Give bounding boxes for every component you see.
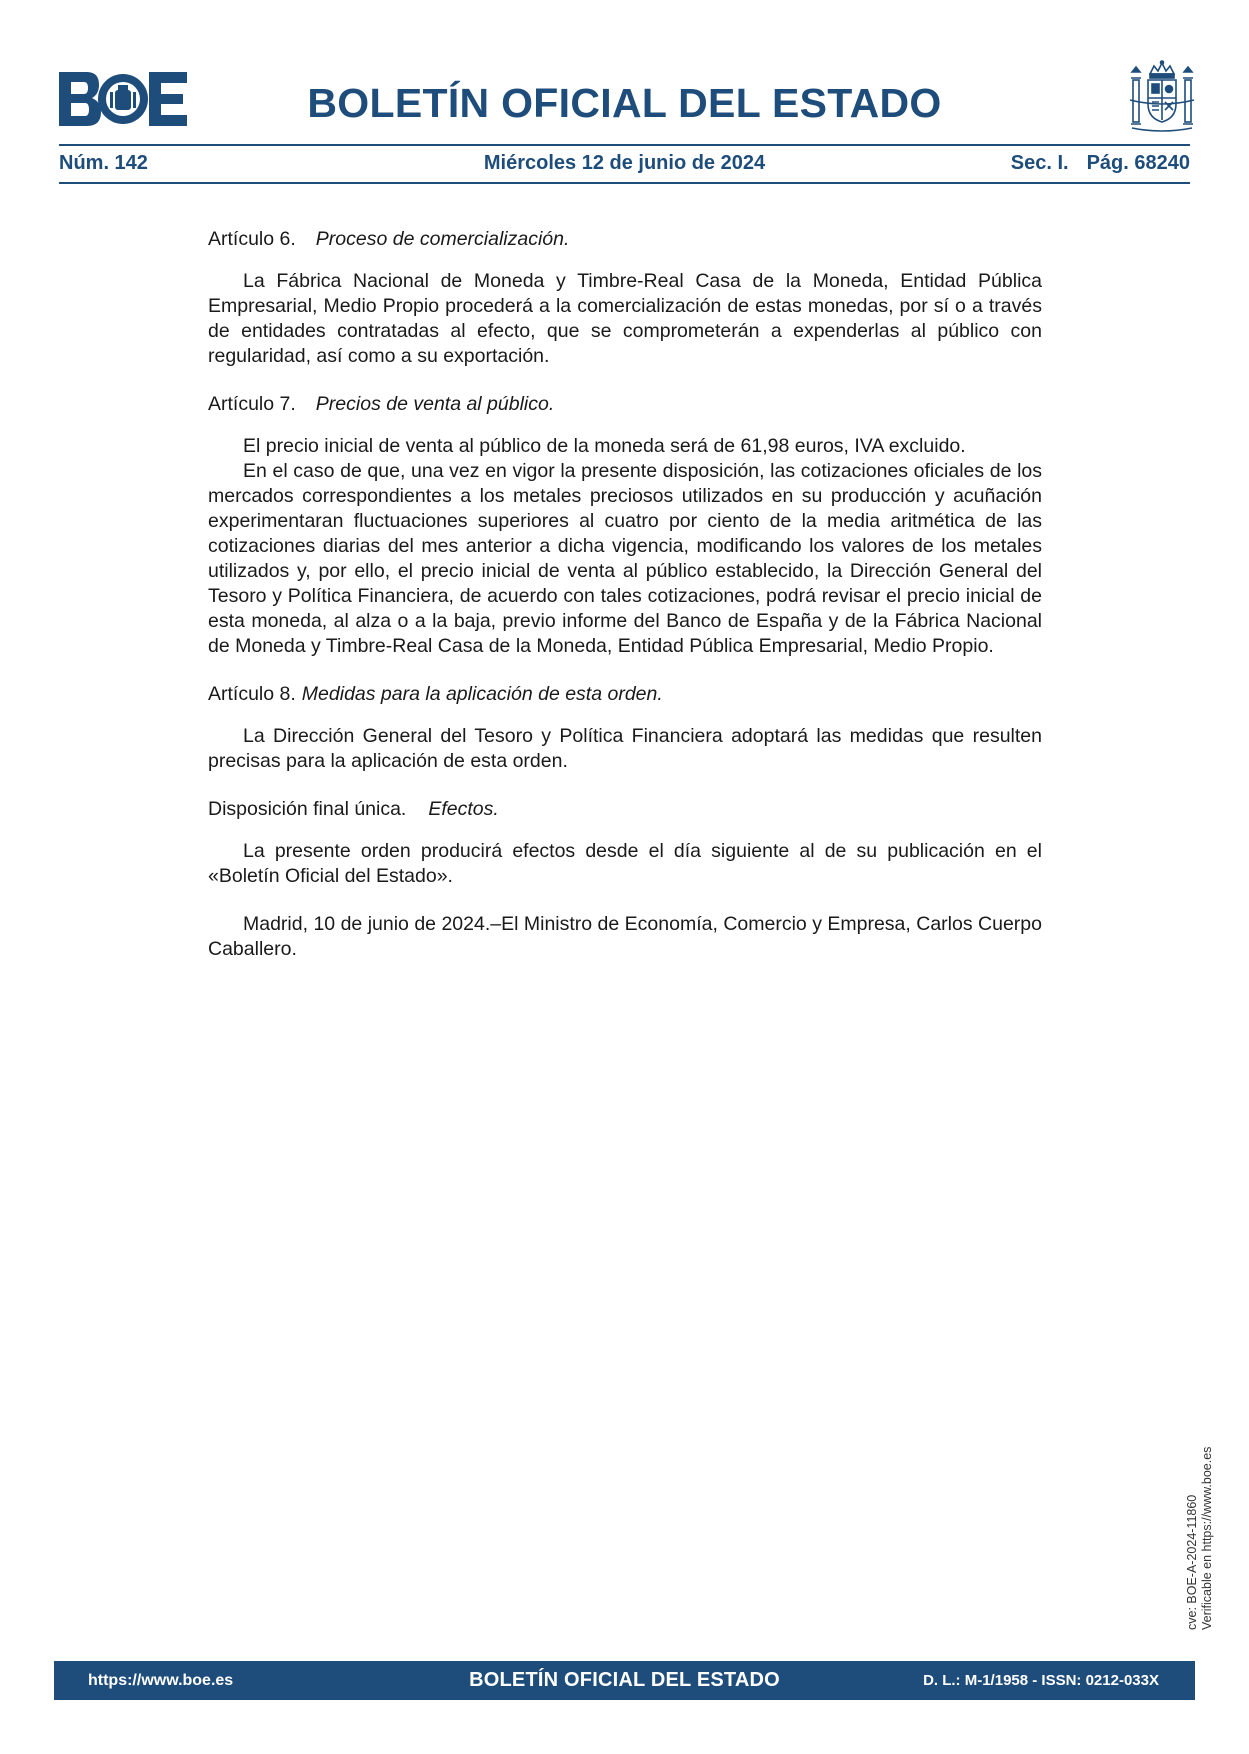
- spain-coat-of-arms-icon: [1128, 60, 1196, 134]
- section-page: [1011, 152, 1190, 175]
- paragraph: En el caso de que, una vez en vigor la presente disposición, las cotizaciones oficiales de los mercados correspondientes a los metales preciosos utilizados en su producción y acuñación experimentaran fluctuaciones superiores al cuatro por ciento de la media aritmética de las cotizaciones diarias del mes anterior a dicha vigencia, modificando los valores de los metales utilizados y, por ello, el precio inicial de venta al público establecido, la Dirección General del Tesoro y Política Financiera, de acuerdo con tales cotizaciones, podrá revisar el precio inicial de esta moneda, al alza o a la baja, previo informe del Banco de España y de la Fábrica Nacional de Moneda y Timbre-Real Casa de la Moneda, Entidad Pública Empresarial, Medio Propio.: [208, 460, 1042, 657]
- article-number: Artículo 8.: [208, 683, 296, 705]
- article-heading: [208, 797, 1042, 822]
- article-number: Disposición final única.: [208, 798, 407, 820]
- section-label: Sec. I.: [1010, 152, 1069, 174]
- paragraph: La presente orden producirá efectos desde el día siguiente al de su publicación en el «Boletín Oficial del Estado».: [208, 840, 1042, 887]
- signature: Madrid, 10 de junio de 2024.–El Ministro de Economía, Comercio y Empresa, Carlos Cuerpo Caballero.: [208, 913, 1042, 960]
- document-body: [208, 227, 1042, 962]
- paragraph: La Dirección General del Tesoro y Política Financiera adoptará las medidas que resulten precisas para la aplicación de esta orden.: [208, 725, 1042, 772]
- article-8: [208, 682, 1042, 774]
- article-title: Proceso de comercialización.: [315, 228, 570, 250]
- footer-legal: D. L.: M-1/1958 - ISSN: 0212-033X: [923, 1672, 1159, 1689]
- footer-url[interactable]: https://www.boe.es: [88, 1672, 234, 1689]
- article-number: Artículo 6.: [208, 228, 296, 250]
- cve-code: cve: BOE-A-2024-11860: [1185, 1494, 1199, 1630]
- cve-sidebar: [1185, 1447, 1215, 1630]
- footer-title: BOLETÍN OFICIAL DEL ESTADO: [469, 1669, 780, 1691]
- article-title: Precios de venta al público.: [315, 393, 555, 415]
- page-title: BOLETÍN OFICIAL DEL ESTADO: [307, 80, 942, 126]
- article-heading: [208, 392, 1042, 417]
- issue-number: Núm. 142: [59, 152, 148, 174]
- final-provision: [208, 797, 1042, 889]
- verify-link[interactable]: Verificable en https://www.boe.es: [1200, 1446, 1214, 1630]
- article-6: [208, 227, 1042, 369]
- paragraph: La Fábrica Nacional de Moneda y Timbre-Real Casa de la Moneda, Entidad Pública Empresarial, Medio Propio procederá a la comercialización de estas monedas, por sí o a través de entidades contratadas al efecto, que se comprometerán a expenderlas al público con regularidad, así como a su exportación.: [208, 270, 1042, 367]
- footer-bar: [54, 1661, 1195, 1700]
- header-meta: [59, 152, 1190, 178]
- article-7: [208, 392, 1042, 659]
- paragraph: El precio inicial de venta al público de la moneda será de 61,98 euros, IVA excluido.: [243, 435, 966, 457]
- header-rule-bottom: [59, 182, 1190, 184]
- issue-date: Miércoles 12 de junio de 2024: [483, 152, 766, 174]
- article-title: Medidas para la aplicación de esta orden.: [301, 683, 663, 705]
- article-heading: [208, 227, 1042, 252]
- page-number: Pág. 68240: [1086, 152, 1190, 174]
- article-heading: [208, 682, 1042, 707]
- article-number: Artículo 7.: [208, 393, 296, 415]
- article-title: Efectos.: [428, 798, 499, 820]
- header-rule-top: [59, 144, 1190, 146]
